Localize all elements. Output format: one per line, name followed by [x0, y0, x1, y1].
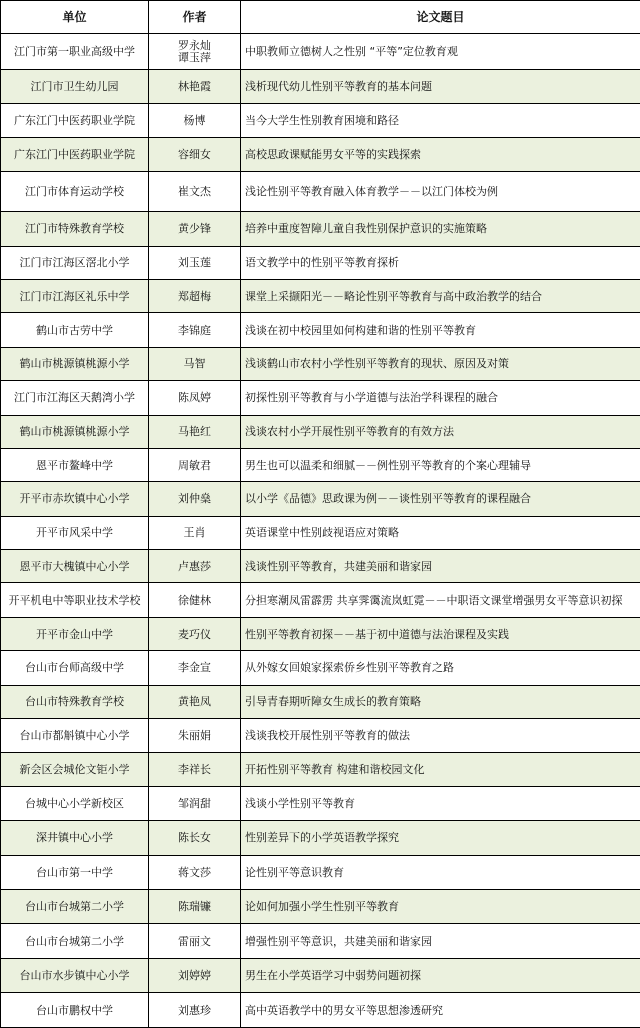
cell-author: 黄艳凤 — [149, 685, 241, 718]
table-row — [1, 516, 640, 549]
cell-unit: 江门市第一职业高级中学 — [1, 34, 149, 70]
table-row — [1, 685, 640, 718]
table-row — [1, 313, 640, 347]
cell-unit: 江门市江海区滘北小学 — [1, 246, 149, 279]
cell-title: 从外嫁女回娘家探索侨乡性别平等教育之路 — [241, 651, 640, 685]
table-row — [1, 924, 640, 958]
cell-title: 以小学《品德》思政课为例－－谈性别平等教育的课程融合 — [241, 482, 640, 516]
cell-author: 朱丽娟 — [149, 719, 241, 753]
cell-title: 高校思政课赋能男女平等的实践探索 — [241, 138, 640, 171]
table-row — [1, 34, 640, 70]
cell-author: 徐健林 — [149, 583, 241, 617]
cell-title: 性别差异下的小学英语教学探究 — [241, 821, 640, 855]
table-row — [1, 890, 640, 924]
cell-unit: 台山市台师高级中学 — [1, 651, 149, 685]
cell-unit: 江门市特殊教育学校 — [1, 212, 149, 246]
cell-author: 马艳红 — [149, 415, 241, 448]
table-row — [1, 855, 640, 889]
cell-unit: 鹤山市桃源镇桃源小学 — [1, 347, 149, 380]
cell-title: 开拓性别平等教育 构建和谐校园文化 — [241, 753, 640, 786]
cell-title: 高中英语教学中的男女平等思想渗透研究 — [241, 993, 640, 1028]
cell-author: 陈瑞镰 — [149, 890, 241, 924]
cell-unit: 江门市体育运动学校 — [1, 171, 149, 211]
cell-title: 浅谈在初中校园里如何构建和谐的性别平等教育 — [241, 313, 640, 347]
cell-title: 初探性别平等教育与小学道德与法治学科课程的融合 — [241, 381, 640, 415]
table-row — [1, 448, 640, 481]
cell-title: 浅析现代幼儿性别平等教育的基本问题 — [241, 70, 640, 103]
table-row — [1, 212, 640, 246]
cell-title: 分担寒潮凤雷霹雳 共享霁霭流岚虹霓－－中职语文课堂增强男女平等意识初探 — [241, 583, 640, 617]
table-row — [1, 583, 640, 617]
cell-unit: 台山市都斛镇中心小学 — [1, 719, 149, 753]
cell-author: 李锦庭 — [149, 313, 241, 347]
table-row — [1, 651, 640, 685]
header-unit: 单位 — [1, 1, 149, 34]
cell-author: 周敏君 — [149, 448, 241, 481]
cell-author: 杨博 — [149, 103, 241, 137]
cell-author: 崔文杰 — [149, 171, 241, 211]
cell-title: 男生在小学英语学习中弱势问题初探 — [241, 958, 640, 992]
cell-author: 郑超梅 — [149, 279, 241, 312]
cell-author: 李金宣 — [149, 651, 241, 685]
table-row — [1, 719, 640, 753]
cell-unit: 鹤山市桃源镇桃源小学 — [1, 415, 149, 448]
cell-title: 课堂上采撷阳光－－略论性别平等教育与高中政治教学的结合 — [241, 279, 640, 312]
table-row — [1, 138, 640, 171]
table-row — [1, 786, 640, 820]
cell-unit: 江门市江海区礼乐中学 — [1, 279, 149, 312]
cell-author: 雷丽文 — [149, 924, 241, 958]
cell-author: 容细女 — [149, 138, 241, 171]
cell-title: 英语课堂中性别歧视语应对策略 — [241, 516, 640, 549]
cell-unit: 鹤山市古劳中学 — [1, 313, 149, 347]
cell-author: 邹润甜 — [149, 786, 241, 820]
cell-author: 刘玉莲 — [149, 246, 241, 279]
cell-unit: 深井镇中心小学 — [1, 821, 149, 855]
table-row — [1, 821, 640, 855]
cell-unit: 台城中心小学新校区 — [1, 786, 149, 820]
cell-unit: 江门市卫生幼儿园 — [1, 70, 149, 103]
cell-title: 增强性别平等意识，共建美丽和谐家园 — [241, 924, 640, 958]
cell-title: 浅论性别平等教育融入体育教学－－以江门体校为例 — [241, 171, 640, 211]
table-row — [1, 279, 640, 312]
table-row — [1, 993, 640, 1028]
cell-title: 论如何加强小学生性别平等教育 — [241, 890, 640, 924]
cell-title: 性别平等教育初探－－基于初中道德与法治课程及实践 — [241, 617, 640, 650]
cell-author: 李祥长 — [149, 753, 241, 786]
cell-unit: 台山市水步镇中心小学 — [1, 958, 149, 992]
cell-title: 浅谈小学性别平等教育 — [241, 786, 640, 820]
table-row — [1, 550, 640, 583]
cell-author: 黄少锋 — [149, 212, 241, 246]
cell-author: 罗永灿 谭玉萍 — [149, 34, 241, 70]
cell-title: 培养中重度智障儿童自我性别保护意识的实施策略 — [241, 212, 640, 246]
cell-unit: 台山市第一中学 — [1, 855, 149, 889]
cell-author: 马智 — [149, 347, 241, 380]
cell-unit: 台山市特殊教育学校 — [1, 685, 149, 718]
cell-author: 陈长女 — [149, 821, 241, 855]
cell-title: 浅谈性别平等教育，共建美丽和谐家园 — [241, 550, 640, 583]
table-row — [1, 103, 640, 137]
cell-author: 陈凤婷 — [149, 381, 241, 415]
table-row — [1, 381, 640, 415]
cell-author: 麦巧仪 — [149, 617, 241, 650]
cell-unit: 恩平市大槐镇中心小学 — [1, 550, 149, 583]
cell-unit: 台山市台城第二小学 — [1, 890, 149, 924]
cell-author: 卢惠莎 — [149, 550, 241, 583]
cell-unit: 恩平市鳌峰中学 — [1, 448, 149, 481]
table-body — [1, 34, 640, 1028]
table-row — [1, 617, 640, 650]
cell-title: 语文教学中的性别平等教育探析 — [241, 246, 640, 279]
header-author: 作者 — [149, 1, 241, 34]
cell-title: 引导青春期听障女生成长的教育策略 — [241, 685, 640, 718]
cell-unit: 广东江门中医药职业学院 — [1, 103, 149, 137]
cell-unit: 江门市江海区天鹅湾小学 — [1, 381, 149, 415]
cell-title: 浅谈鹤山市农村小学性别平等教育的现状、原因及对策 — [241, 347, 640, 380]
cell-author: 刘仲燊 — [149, 482, 241, 516]
table-row — [1, 347, 640, 380]
cell-title: 论性别平等意识教育 — [241, 855, 640, 889]
cell-title: 当今大学生性别教育困境和路径 — [241, 103, 640, 137]
cell-unit: 开平市金山中学 — [1, 617, 149, 650]
cell-author: 王肖 — [149, 516, 241, 549]
cell-unit: 台山市台城第二小学 — [1, 924, 149, 958]
table-row — [1, 753, 640, 786]
cell-title: 浅谈我校开展性别平等教育的做法 — [241, 719, 640, 753]
table-row — [1, 171, 640, 211]
cell-unit: 开平市赤坎镇中心小学 — [1, 482, 149, 516]
cell-unit: 开平机电中等职业技术学校 — [1, 583, 149, 617]
cell-title: 浅谈农村小学开展性别平等教育的有效方法 — [241, 415, 640, 448]
cell-author: 刘婷婷 — [149, 958, 241, 992]
cell-title: 男生也可以温柔和细腻－－例性别平等教育的个案心理辅导 — [241, 448, 640, 481]
cell-unit: 台山市鹏权中学 — [1, 993, 149, 1028]
cell-unit: 新会区会城伦文钜小学 — [1, 753, 149, 786]
header-title: 论文题目 — [241, 1, 640, 34]
table-row — [1, 482, 640, 516]
table-row — [1, 958, 640, 992]
cell-author: 刘惠珍 — [149, 993, 241, 1028]
table-row — [1, 415, 640, 448]
cell-author: 林艳霞 — [149, 70, 241, 103]
cell-unit: 广东江门中医药职业学院 — [1, 138, 149, 171]
cell-unit: 开平市风采中学 — [1, 516, 149, 549]
cell-author: 蒋文莎 — [149, 855, 241, 889]
table-header-row — [1, 1, 640, 34]
cell-title: 中职教师立德树人之性别 “平等”定位教育观 — [241, 34, 640, 70]
table-row — [1, 246, 640, 279]
table-row — [1, 70, 640, 103]
